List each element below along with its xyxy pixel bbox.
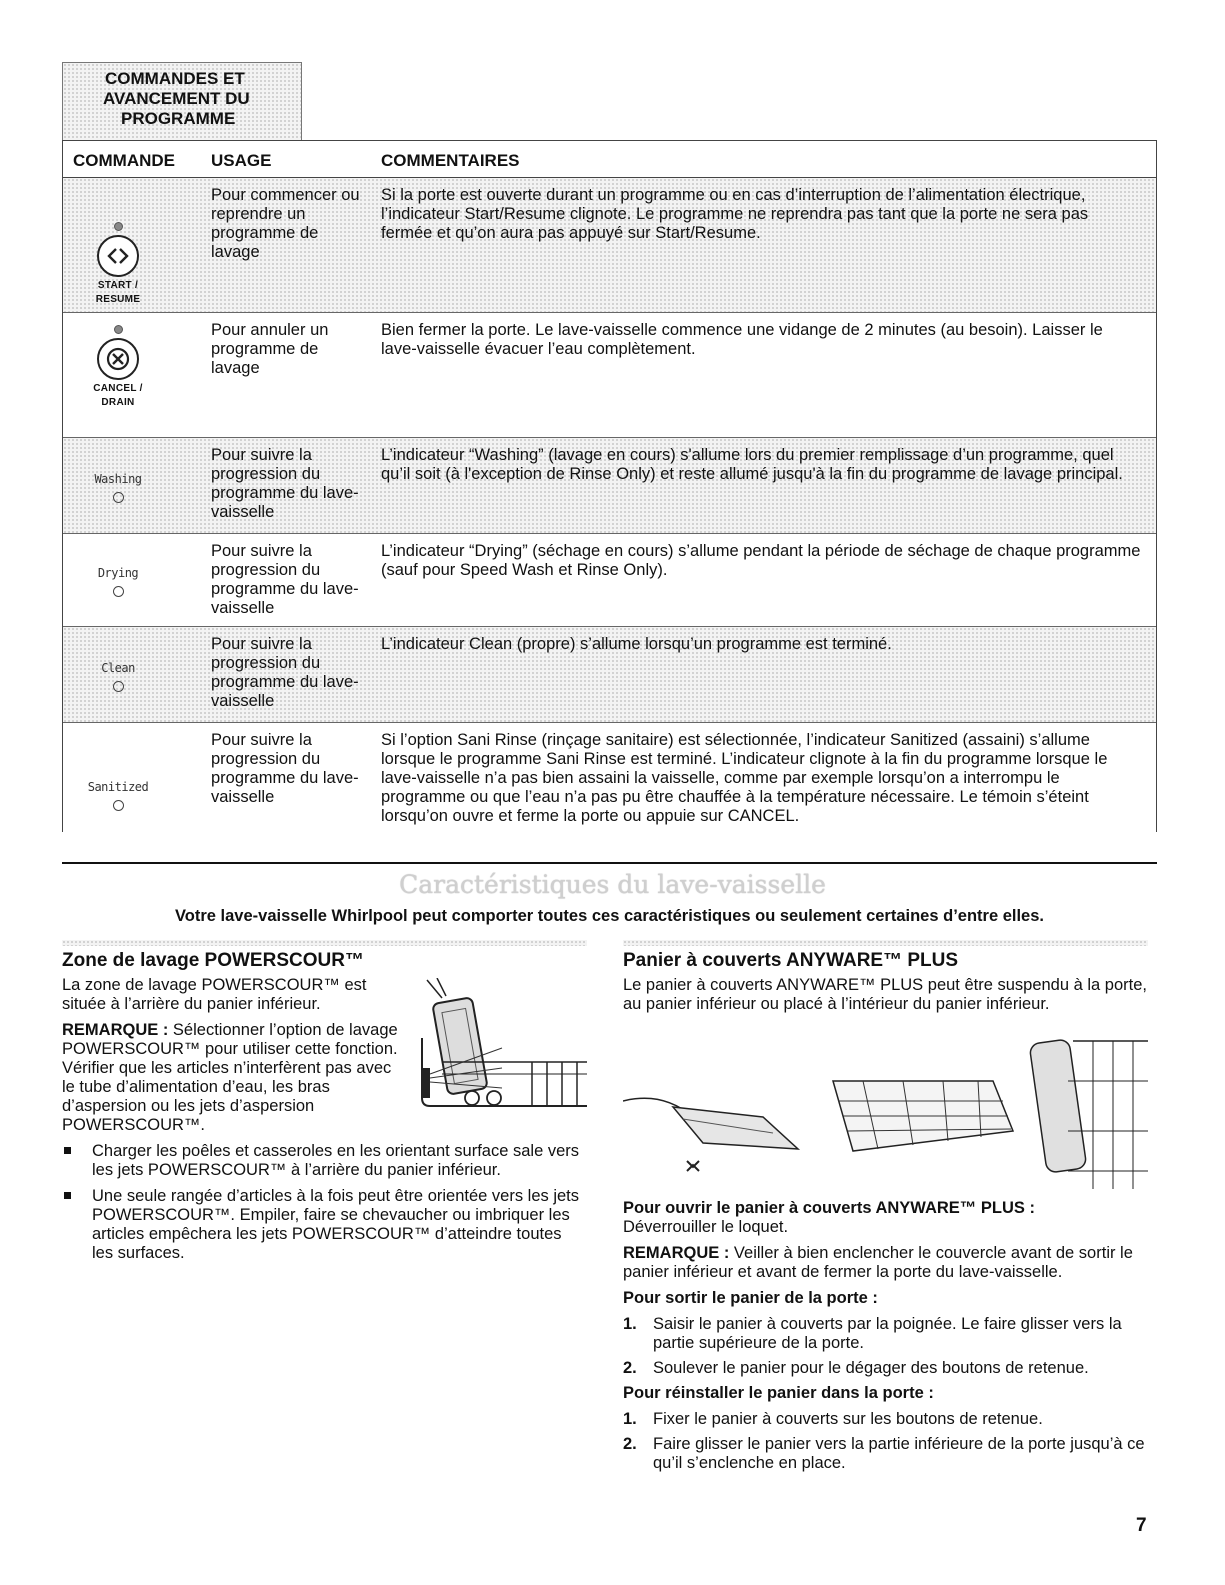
- column-rule: [623, 940, 1148, 946]
- note-text: Veiller à bien enclencher le couvercle avant de sortir le panier inférieur et avant de fermer la porte du lave-vaisselle.: [623, 1244, 1133, 1281]
- note-label: REMARQUE :: [62, 1021, 169, 1039]
- table-row: [63, 723, 1156, 832]
- indicator-label: Drying: [97, 566, 139, 580]
- table-row: [63, 313, 1156, 438]
- control-label: RESUME: [95, 294, 141, 305]
- header-usage: USAGE: [211, 151, 272, 170]
- remove-basket-heading: Pour sortir le panier de la porte :: [623, 1289, 878, 1307]
- comment-text: L’indicateur “Drying” (séchage en cours) s’allume pendant la période de séchage de chaque programme (sauf pour Speed Wash et Rinse Only).: [381, 542, 1141, 579]
- step-text: Faire glisser le panier vers la partie inférieure de la porte jusqu’à ce qu’il s’enclenche en place.: [653, 1435, 1145, 1472]
- tab-line-3: PROGRAMME: [121, 109, 236, 128]
- comment-text: L’indicateur “Washing” (lavage en cours) s'allume lors du premier remplissage d’un programme, quel qu’il soit (à l'exception de Rinse Only) et reste allumé jusqu'à la fin du programme de lavage principal.: [381, 446, 1123, 483]
- cancel-drain-control: [63, 325, 173, 408]
- list-item: Une seule rangée d’articles à la fois peut être orientée vers les jets POWERSCOUR™. Empiler, faire se chevaucher ou imbriquer les articles empêchera les jets POWERSCOUR™ d’atteindre toutes les surfaces.: [62, 1187, 587, 1263]
- usage-text: Pour suivre la progression du programme du lave-vaisselle: [211, 446, 359, 521]
- table-row: [63, 627, 1156, 723]
- list-item: [623, 1359, 1148, 1378]
- step-number: 2.: [623, 1359, 637, 1377]
- note-label: REMARQUE :: [623, 1244, 730, 1262]
- indicator-circle-icon: [113, 586, 124, 597]
- list-item: [623, 1435, 1148, 1473]
- step-text: Fixer le panier à couverts sur les boutons de retenue.: [653, 1410, 1043, 1428]
- start-resume-control: [63, 222, 173, 305]
- comment-text: Si l’option Sani Rinse (rinçage sanitaire) est sélectionnée, l’indicateur Sanitized (assaini) s’allume lorsque le programme Sani Rinse est terminé. L’indicateur clignote à la fin du programme lorsque le lave-vaisselle n’a pas bien assaini la vaisselle, comme par exemple lorsqu’on a interrompu le programme ou que l’eau n’a pas pu être chauffée à la température nécessaire. Le témoin s’éteint lorsqu’on ouvre et ferme la porte ou appuie sur CANCEL.: [381, 731, 1108, 825]
- list-item: Charger les poêles et casseroles en les orientant surface sale vers les jets POWERSCOUR™ à l’arrière du panier inférieur.: [62, 1142, 587, 1180]
- anyware-description: Le panier à couverts ANYWARE™ PLUS peut être suspendu à la porte, au panier inférieur ou placé à l’intérieur du panier inférieur.: [623, 976, 1148, 1013]
- section-intro: Votre lave-vaisselle Whirlpool peut comporter toutes ces caractéristiques ou seulement certaines d’entre elles.: [175, 907, 1044, 925]
- powerscour-zone-illustration: [412, 978, 587, 1118]
- silverware-basket-illustration: [623, 1021, 1148, 1193]
- comment-text: L’indicateur Clean (propre) s’allume lorsqu’un programme est terminé.: [381, 635, 892, 653]
- header-comments: COMMENTAIRES: [381, 151, 520, 170]
- usage-text: Pour commencer ou reprendre un programme de lavage: [211, 186, 360, 261]
- indicator-light-icon: [114, 325, 123, 334]
- section-divider: [62, 862, 1157, 864]
- note-text: Sélectionner l’option de lavage POWERSCOUR™ pour utiliser cette fonction. Vérifier que les articles n’interfèrent pas avec le tube d’alimentation d’eau, les bras d’aspersion ou les jets d’aspersion POWERSCOUR™.: [62, 1021, 398, 1134]
- anyware-column: [623, 940, 1148, 1479]
- step-number: 1.: [623, 1410, 637, 1428]
- comment-text: Si la porte est ouverte durant un programme ou en cas d’interruption de l’alimentation électrique, l’indicateur Start/Resume clignote. Le programme ne reprendra pas tant que la porte ne sera pas fermée et qu’on aura pas appuyé sur Start/Resume.: [381, 186, 1089, 242]
- control-label: START /: [97, 280, 139, 291]
- indicator-label: Clean: [101, 661, 135, 675]
- step-text: Saisir le panier à couverts par la poignée. Le faire glisser vers la partie supérieure de la porte.: [653, 1315, 1122, 1352]
- table-row: [63, 438, 1156, 534]
- column-rule: [62, 940, 587, 946]
- step-number: 1.: [623, 1315, 637, 1333]
- table-row: [63, 534, 1156, 627]
- start-resume-button-icon: [97, 235, 139, 277]
- powerscour-heading: Zone de lavage POWERSCOUR™: [62, 950, 364, 971]
- table-header: [63, 141, 1156, 178]
- indicator-label: Sanitized: [87, 780, 149, 794]
- usage-text: Pour suivre la progression du programme du lave-vaisselle: [211, 731, 359, 806]
- tab-line-2: AVANCEMENT DU: [103, 89, 250, 108]
- sanitized-indicator: [63, 778, 173, 811]
- section-tab: [62, 62, 302, 140]
- indicator-light-icon: [114, 222, 123, 231]
- step-number: 2.: [623, 1435, 637, 1453]
- reinstall-basket-heading: Pour réinstaller le panier dans la porte :: [623, 1384, 934, 1402]
- table-row: [63, 178, 1156, 313]
- powerscour-column: [62, 940, 587, 1270]
- header-control: COMMANDE: [73, 151, 175, 170]
- usage-text: Pour suivre la progression du programme du lave-vaisselle: [211, 542, 359, 617]
- indicator-circle-icon: [113, 681, 124, 692]
- list-item: [623, 1315, 1148, 1353]
- page-number: 7: [1136, 1515, 1147, 1536]
- usage-text: Pour annuler un programme de lavage: [211, 321, 329, 377]
- tab-line-1: COMMANDES ET: [105, 69, 245, 88]
- powerscour-description: La zone de lavage POWERSCOUR™ est située à l’arrière du panier inférieur.: [62, 976, 367, 1013]
- indicator-circle-icon: [113, 492, 124, 503]
- cancel-x-icon: [105, 346, 131, 372]
- open-basket-text: Déverrouiller le loquet.: [623, 1218, 789, 1236]
- step-text: Soulever le panier pour le dégager des boutons de retenue.: [653, 1359, 1089, 1377]
- control-label: DRAIN: [101, 397, 135, 408]
- indicator-label: Washing: [94, 472, 142, 486]
- cancel-drain-button-icon: [97, 338, 139, 380]
- comment-text: Bien fermer la porte. Le lave-vaisselle commence une vidange de 2 minutes (au besoin). Laisser le lave-vaisselle évacuer l’eau complètement.: [381, 321, 1103, 358]
- section-title: Caractéristiques du lave-vaisselle: [399, 870, 826, 899]
- usage-text: Pour suivre la progression du programme du lave-vaisselle: [211, 635, 359, 710]
- clean-indicator: [63, 659, 173, 692]
- controls-table: [62, 140, 1157, 832]
- washing-indicator: [63, 470, 173, 503]
- drying-indicator: [63, 564, 173, 597]
- anyware-heading: Panier à couverts ANYWARE™ PLUS: [623, 950, 959, 971]
- open-basket-heading: Pour ouvrir le panier à couverts ANYWARE™ PLUS :: [623, 1199, 1035, 1217]
- control-label: CANCEL /: [93, 383, 143, 394]
- anyware-note: [623, 1244, 1148, 1282]
- indicator-circle-icon: [113, 800, 124, 811]
- list-item: [623, 1410, 1148, 1429]
- diamond-arrows-icon: [106, 244, 130, 268]
